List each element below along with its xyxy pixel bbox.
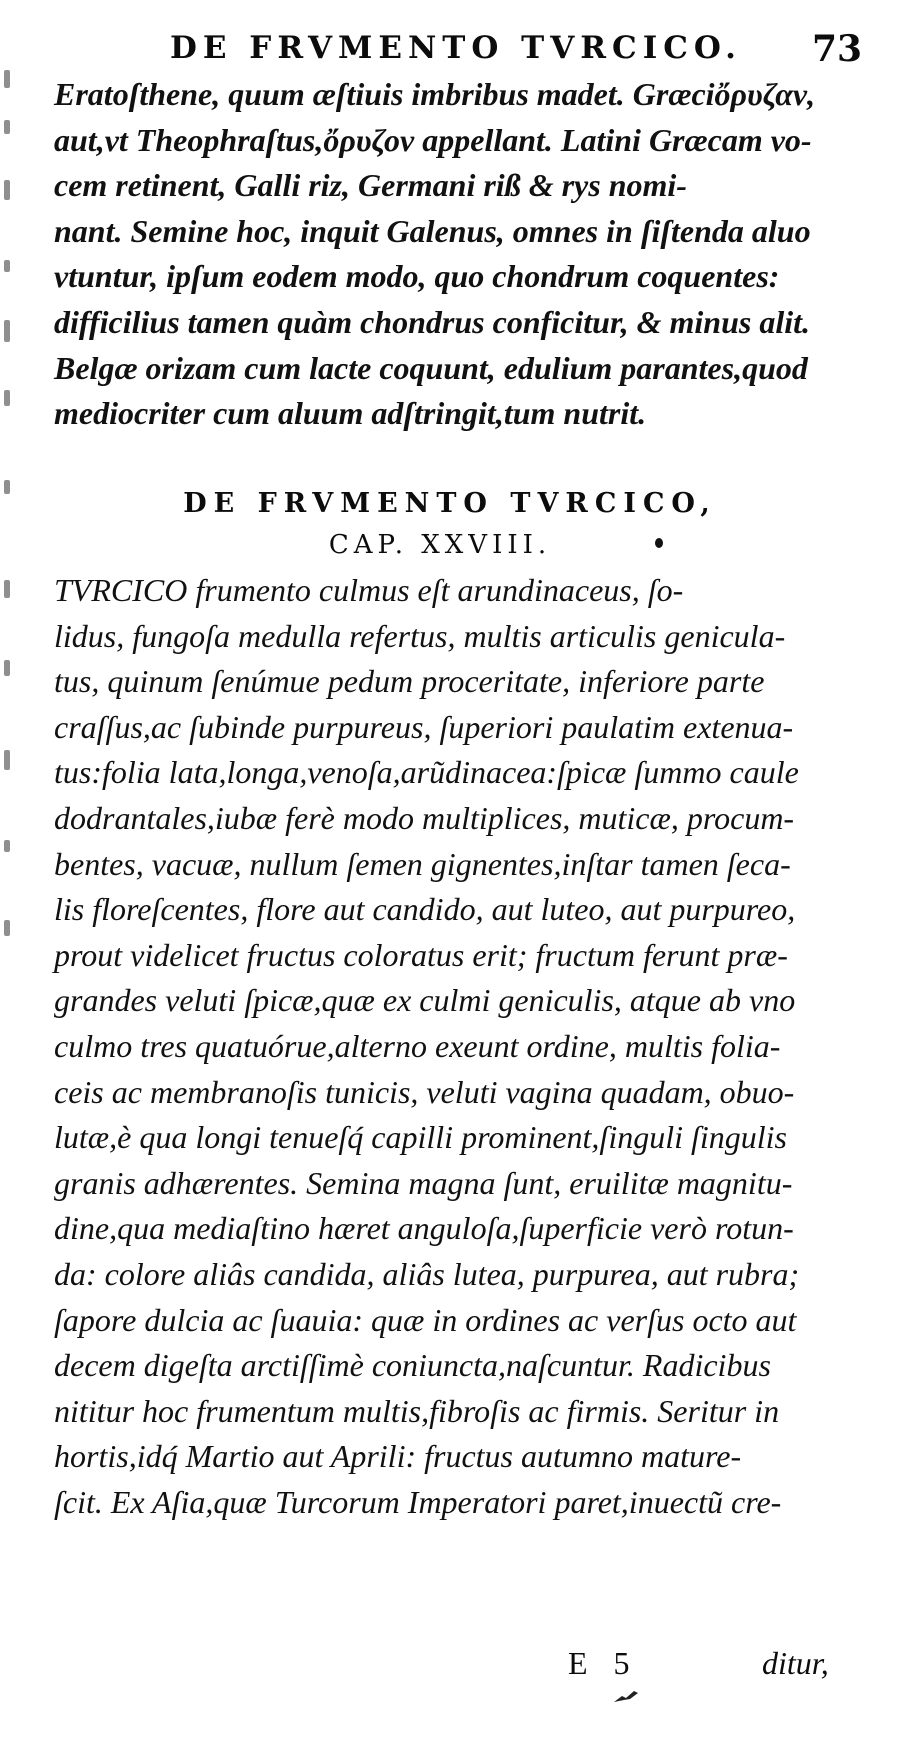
text-line: ſcit. Ex Aſia,quæ Turcorum Imperatori paret,inuectũ cre-	[54, 1483, 782, 1520]
text-line: nititur hoc frumentum multis,fibroſis ac firmis. Seritur in	[54, 1392, 780, 1429]
text-line: aut,vt Theophraſtus,ὄρυζον appellant. Latini Græcam vo-	[54, 121, 812, 158]
text-line: prout videlicet fructus coloratus erit; fructum ferunt præ-	[54, 936, 788, 973]
text-line: mediocriter cum aluum adſtringit,tum nutrit.	[54, 395, 647, 432]
page-number: 73	[812, 28, 863, 70]
chapter-number: CAP. XXVIII.	[328, 530, 552, 560]
text-line: granis adhærentes. Semina magna ſunt, eruilitæ magnitu-	[54, 1164, 793, 1201]
text-line: da: colore aliâs candida, aliâs lutea, purpurea, aut rubra;	[54, 1255, 800, 1292]
signature-mark	[568, 1645, 648, 1682]
chapter-title: DE FRVMENTO TVRCICO,	[183, 488, 717, 519]
text-line: grandes veluti ſpicæ,quæ ex culmi geniculis, atque ab vno	[54, 982, 796, 1019]
ink-smudge	[612, 1688, 640, 1704]
running-title: DE FRVMENTO TVRCICO.	[170, 30, 742, 66]
text-line: nant. Semine hoc, inquit Galenus, omnes in ſiſtenda aluo	[54, 212, 811, 249]
ink-dot	[655, 538, 663, 548]
catchword: ditur,	[762, 1645, 829, 1681]
text-line: vtuntur, ipſum eodem modo, quo chondrum coquentes:	[54, 258, 780, 295]
text-line: Eratoſthene, quum æſtiuis imbribus madet. Græciὄρυζαν,	[54, 76, 816, 112]
text-block-main	[54, 568, 860, 1525]
text-line: lidus, fungoſa medulla refertus, multis articulis genicula-	[54, 617, 786, 654]
text-line: cem retinent, Galli riz, Germani riß & rys nomi-	[54, 167, 687, 204]
text-block-top	[54, 72, 860, 437]
text-line: decem digeſta arctiſſimè coniuncta,naſcuntur. Radicibus	[54, 1347, 771, 1384]
text-line: Belgæ orizam cum lacte coquunt, edulium parantes,quod	[54, 349, 808, 386]
signature-letter: E	[568, 1645, 588, 1681]
text-line: tus, quinum ſenúmue pedum proceritate, inferiore parte	[54, 663, 765, 700]
text-line: hortis,idq́ Martio aut Aprili: fructus autumno mature-	[54, 1438, 742, 1475]
text-line: ceis ac membranoſis tunicis, veluti vagina quadam, obuo-	[54, 1073, 795, 1110]
text-line: culmo tres quatuórue,alterno exeunt ordine, multis folia-	[54, 1027, 781, 1064]
text-line: dine,qua mediaſtino hæret anguloſa,ſuperficie verò rotun-	[54, 1210, 794, 1247]
page-edge-marks	[0, 60, 16, 960]
text-line: tus:folia lata,longa,venoſa,arũdinacea:ſpicæ ſummo caule	[54, 754, 799, 791]
text-line: lis floreſcentes, flore aut candido, aut luteo, aut purpureo,	[54, 891, 796, 928]
text-line: ſapore dulcia ac ſuauia: quæ in ordines ac verſus octo aut	[54, 1301, 797, 1338]
text-line: difficilius tamen quàm chondrus conficitur, & minus alit.	[54, 303, 811, 340]
text-line: lutæ,è qua longi tenueſq́ capilli prominent,ſinguli ſingulis	[54, 1119, 787, 1156]
text-line: dodrantales,iubæ ferè modo multiplices, muticæ, procum-	[54, 799, 795, 836]
text-line: craſſus,ac ſubinde purpureus, ſuperiori paulatim extenua-	[54, 708, 794, 745]
text-line: TVRCICO frumento culmus eſt arundinaceus, ſo-	[54, 572, 684, 608]
text-line: bentes, vacuæ, nullum ſemen gignentes,inſtar tamen ſeca-	[54, 845, 791, 882]
signature-number: 5	[613, 1645, 630, 1681]
